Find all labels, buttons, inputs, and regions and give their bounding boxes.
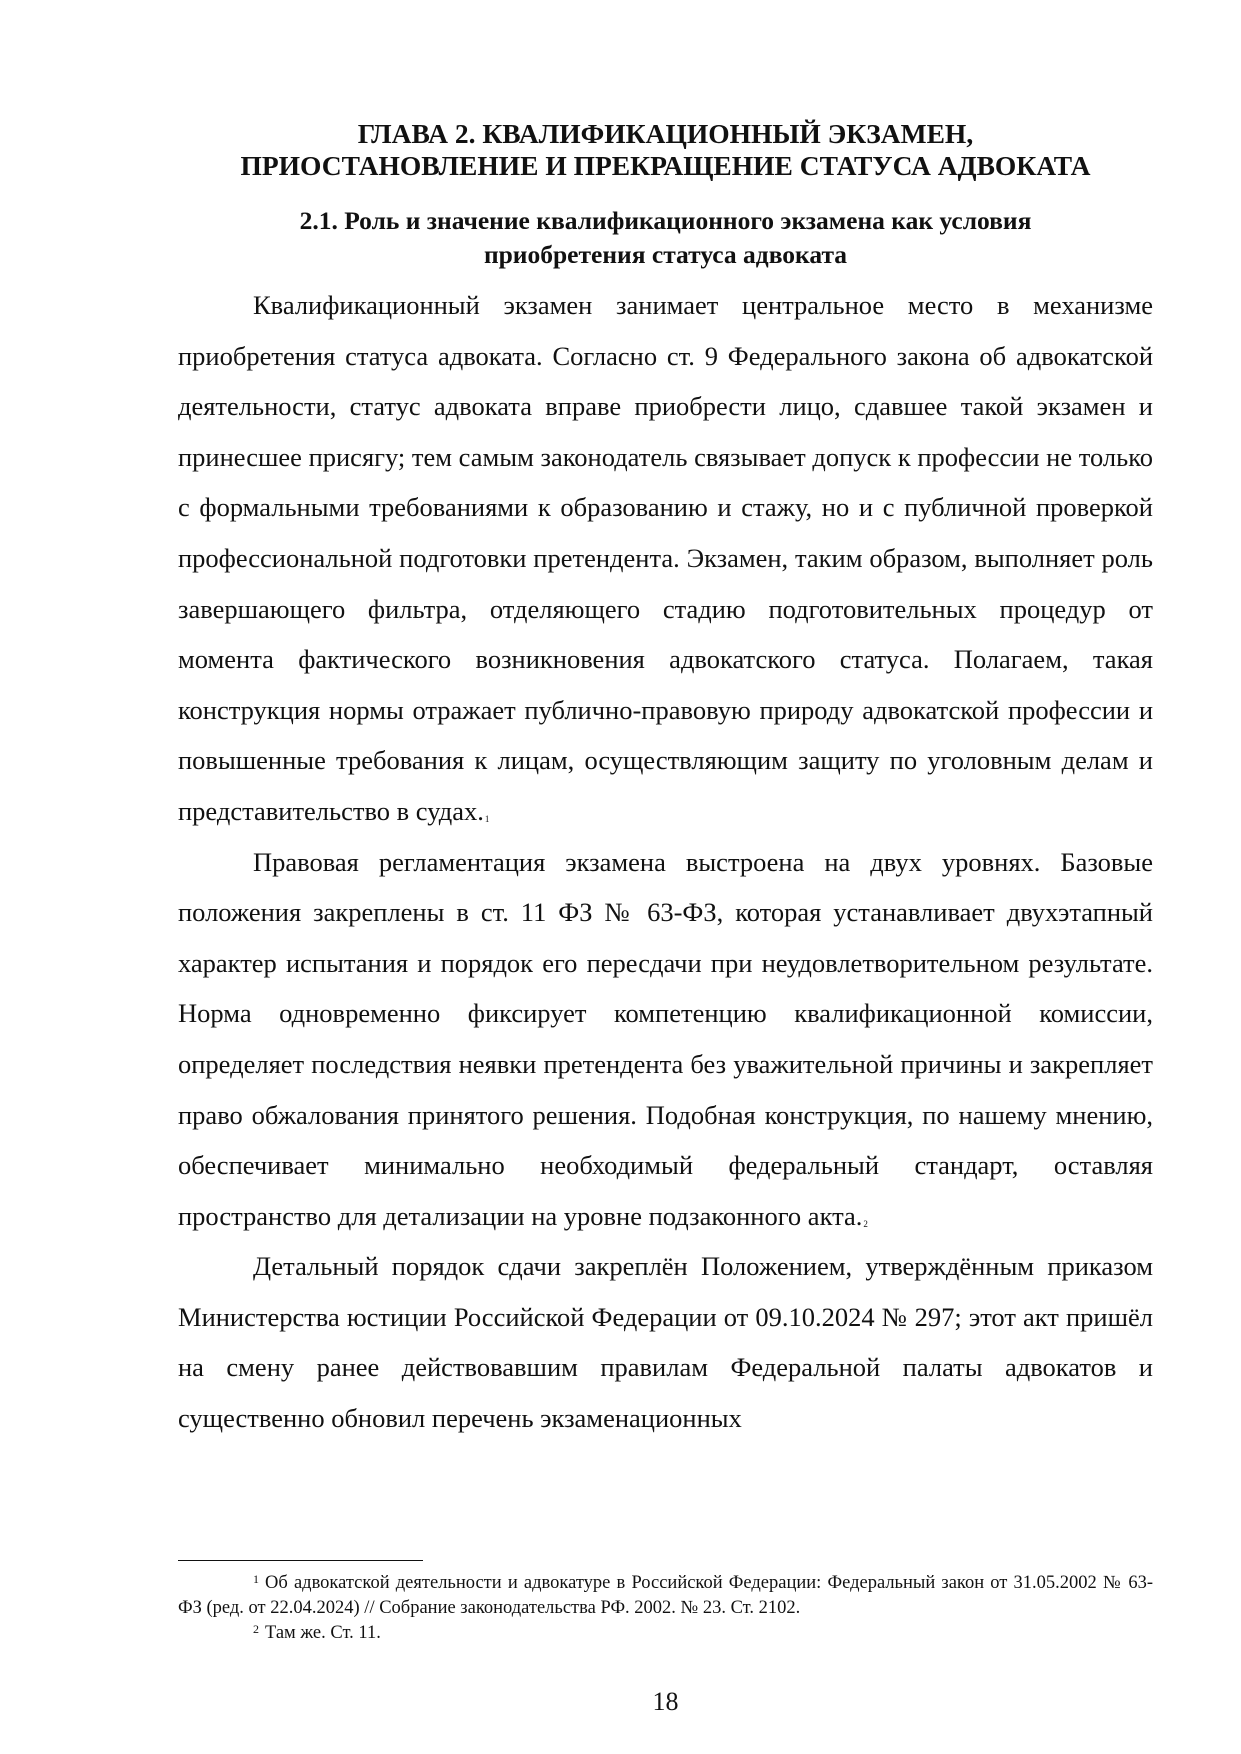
footnote-text: Об адвокатской деятельности и адвокатуре в Российской Федерации: Федеральный закон от 31.05.2002 № 63-ФЗ (ред. от 22.04.2024) // Собрание законодательства РФ. 2002. № 23. Ст. 2102. [178, 1573, 1153, 1618]
chapter-title-line-1: ГЛАВА 2. КВАЛИФИКАЦИОННЫЙ ЭКЗАМЕН, [357, 118, 974, 149]
paragraph-3 [178, 1241, 1153, 1443]
footnote-ref-2: 2 [863, 1218, 868, 1229]
footnote-separator [178, 1560, 423, 1561]
paragraph-1 [178, 280, 1153, 837]
section-title-line-1: 2.1. Роль и значение квалификационного экзамена как условия [299, 206, 1032, 235]
paragraph-text: Детальный порядок сдачи закреплён Положением, утверждённым приказом Министерства юстиции Российской Федерации от 09.10.2024 № 297; этот акт пришёл на смену ранее действовавшим правилам Федеральной палаты адвокатов и существенно обновил перечень экзаменационных [178, 1251, 1153, 1434]
section-title [178, 204, 1153, 272]
page-number: 18 [652, 1687, 679, 1716]
chapter-title [178, 118, 1153, 182]
footnote-number: 2 [253, 1622, 259, 1636]
page-body [178, 118, 1153, 1444]
footnote-ref-1: 1 [484, 813, 490, 824]
footnote-text: Там же. Ст. 11. [265, 1623, 381, 1643]
paragraph-text: Квалификационный экзамен занимает центральное место в механизме приобретения статуса адвоката. Согласно ст. 9 Федерального закона об адвокатской деятельности, статус адвоката вправе приобрести лицо, сдавшее такой экзамен и принесшее присягу; тем самым законодатель связывает допуск к профессии не только с формальными требованиями к образованию и стажу, но и с публичной проверкой профессиональной подготовки претендента. Экзамен, таким образом, выполняет роль завершающего фильтра, отделяющего стадию подготовительных процедур от момента фактического возникновения адвокатского статуса. Полагаем, такая конструкция нормы отражает публично-правовую природу адвокатской профессии и повышенные требования к лицам, осуществляющим защиту по уголовным делам и представительство в судах. [178, 290, 1153, 826]
footnote-1 [178, 1571, 1153, 1621]
paragraph-text: Правовая регламентация экзамена выстроена на двух уровнях. Базовые положения закреплены в ст. 11 ФЗ № 63-ФЗ, которая устанавливает двухэтапный характер испытания и порядок его пересдачи при неудовлетворительном результате. Норма одновременно фиксирует компетенцию квалификационной комиссии, определяет последствия неявки претендента без уважительной причины и закрепляет право обжалования принятого решения. Подобная конструкция, по нашему мнению, обеспечивает минимально необходимый федеральный стандарт, оставляя пространство для детализации на уровне подзаконного акта. [178, 846, 1153, 1231]
footnotes [178, 1560, 1153, 1646]
body-text [178, 280, 1153, 1444]
section-title-line-2: приобретения статуса адвоката [483, 240, 848, 269]
footnote-number: 1 [253, 1572, 259, 1586]
footnote-2 [178, 1621, 1153, 1646]
paragraph-2 [178, 837, 1153, 1242]
chapter-title-line-2: ПРИОСТАНОВЛЕНИЕ И ПРЕКРАЩЕНИЕ СТАТУСА АДВОКАТА [240, 150, 1091, 181]
